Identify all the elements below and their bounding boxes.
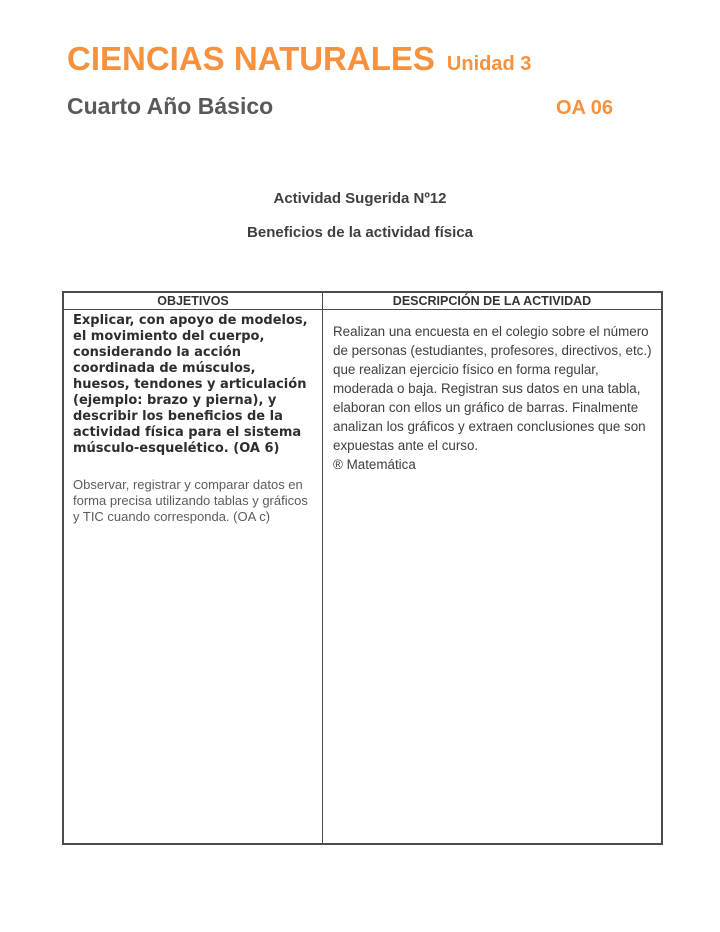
grade-title: Cuarto Año Básico — [67, 93, 274, 119]
description-cell — [323, 310, 661, 843]
activity-table — [62, 291, 663, 845]
objectives-cell — [64, 310, 323, 843]
document-header — [67, 40, 613, 120]
activity-number-title: Actividad Sugerida Nº12 — [273, 190, 447, 207]
objectives-main-text: Explicar, con apoyo de modelos, el movimiento del cuerpo, considerando la acción coordinada de músculos, huesos, tendones y articulación (ejemplo: brazo y pierna), y describir los beneficios de la actividad física para el sistema músculo-esquelético. (OA 6) — [73, 313, 308, 456]
objectives-column-header: OBJETIVOS — [64, 293, 323, 310]
description-subject-tag: ® Matemática — [333, 457, 416, 472]
grade-row — [67, 93, 613, 120]
title-row — [67, 40, 613, 78]
activity-name-title: Beneficios de la actividad física — [247, 224, 473, 241]
oa-code-badge: OA 06 — [555, 97, 613, 119]
subject-title: CIENCIAS NATURALES — [67, 40, 435, 77]
description-column-header: DESCRIPCIÓN DE LA ACTIVIDAD — [323, 293, 661, 310]
objectives-secondary-text: Observar, registrar y comparar datos en forma precisa utilizando tablas y gráficos y TIC cuando corresponda. (OA c) — [73, 477, 308, 524]
unit-label: Unidad 3 — [446, 53, 532, 75]
description-main-text: Realizan una encuesta en el colegio sobre el número de personas (estudiantes, profesores, directivos, etc.) que realizan ejercicio físico en forma regular, moderada o baja. Registran sus datos en una tabla, elaboran con ellos un gráfico de barras. Finalmente analizan los gráficos y extraen conclusiones que son expuestas ante el curso. — [333, 324, 652, 453]
